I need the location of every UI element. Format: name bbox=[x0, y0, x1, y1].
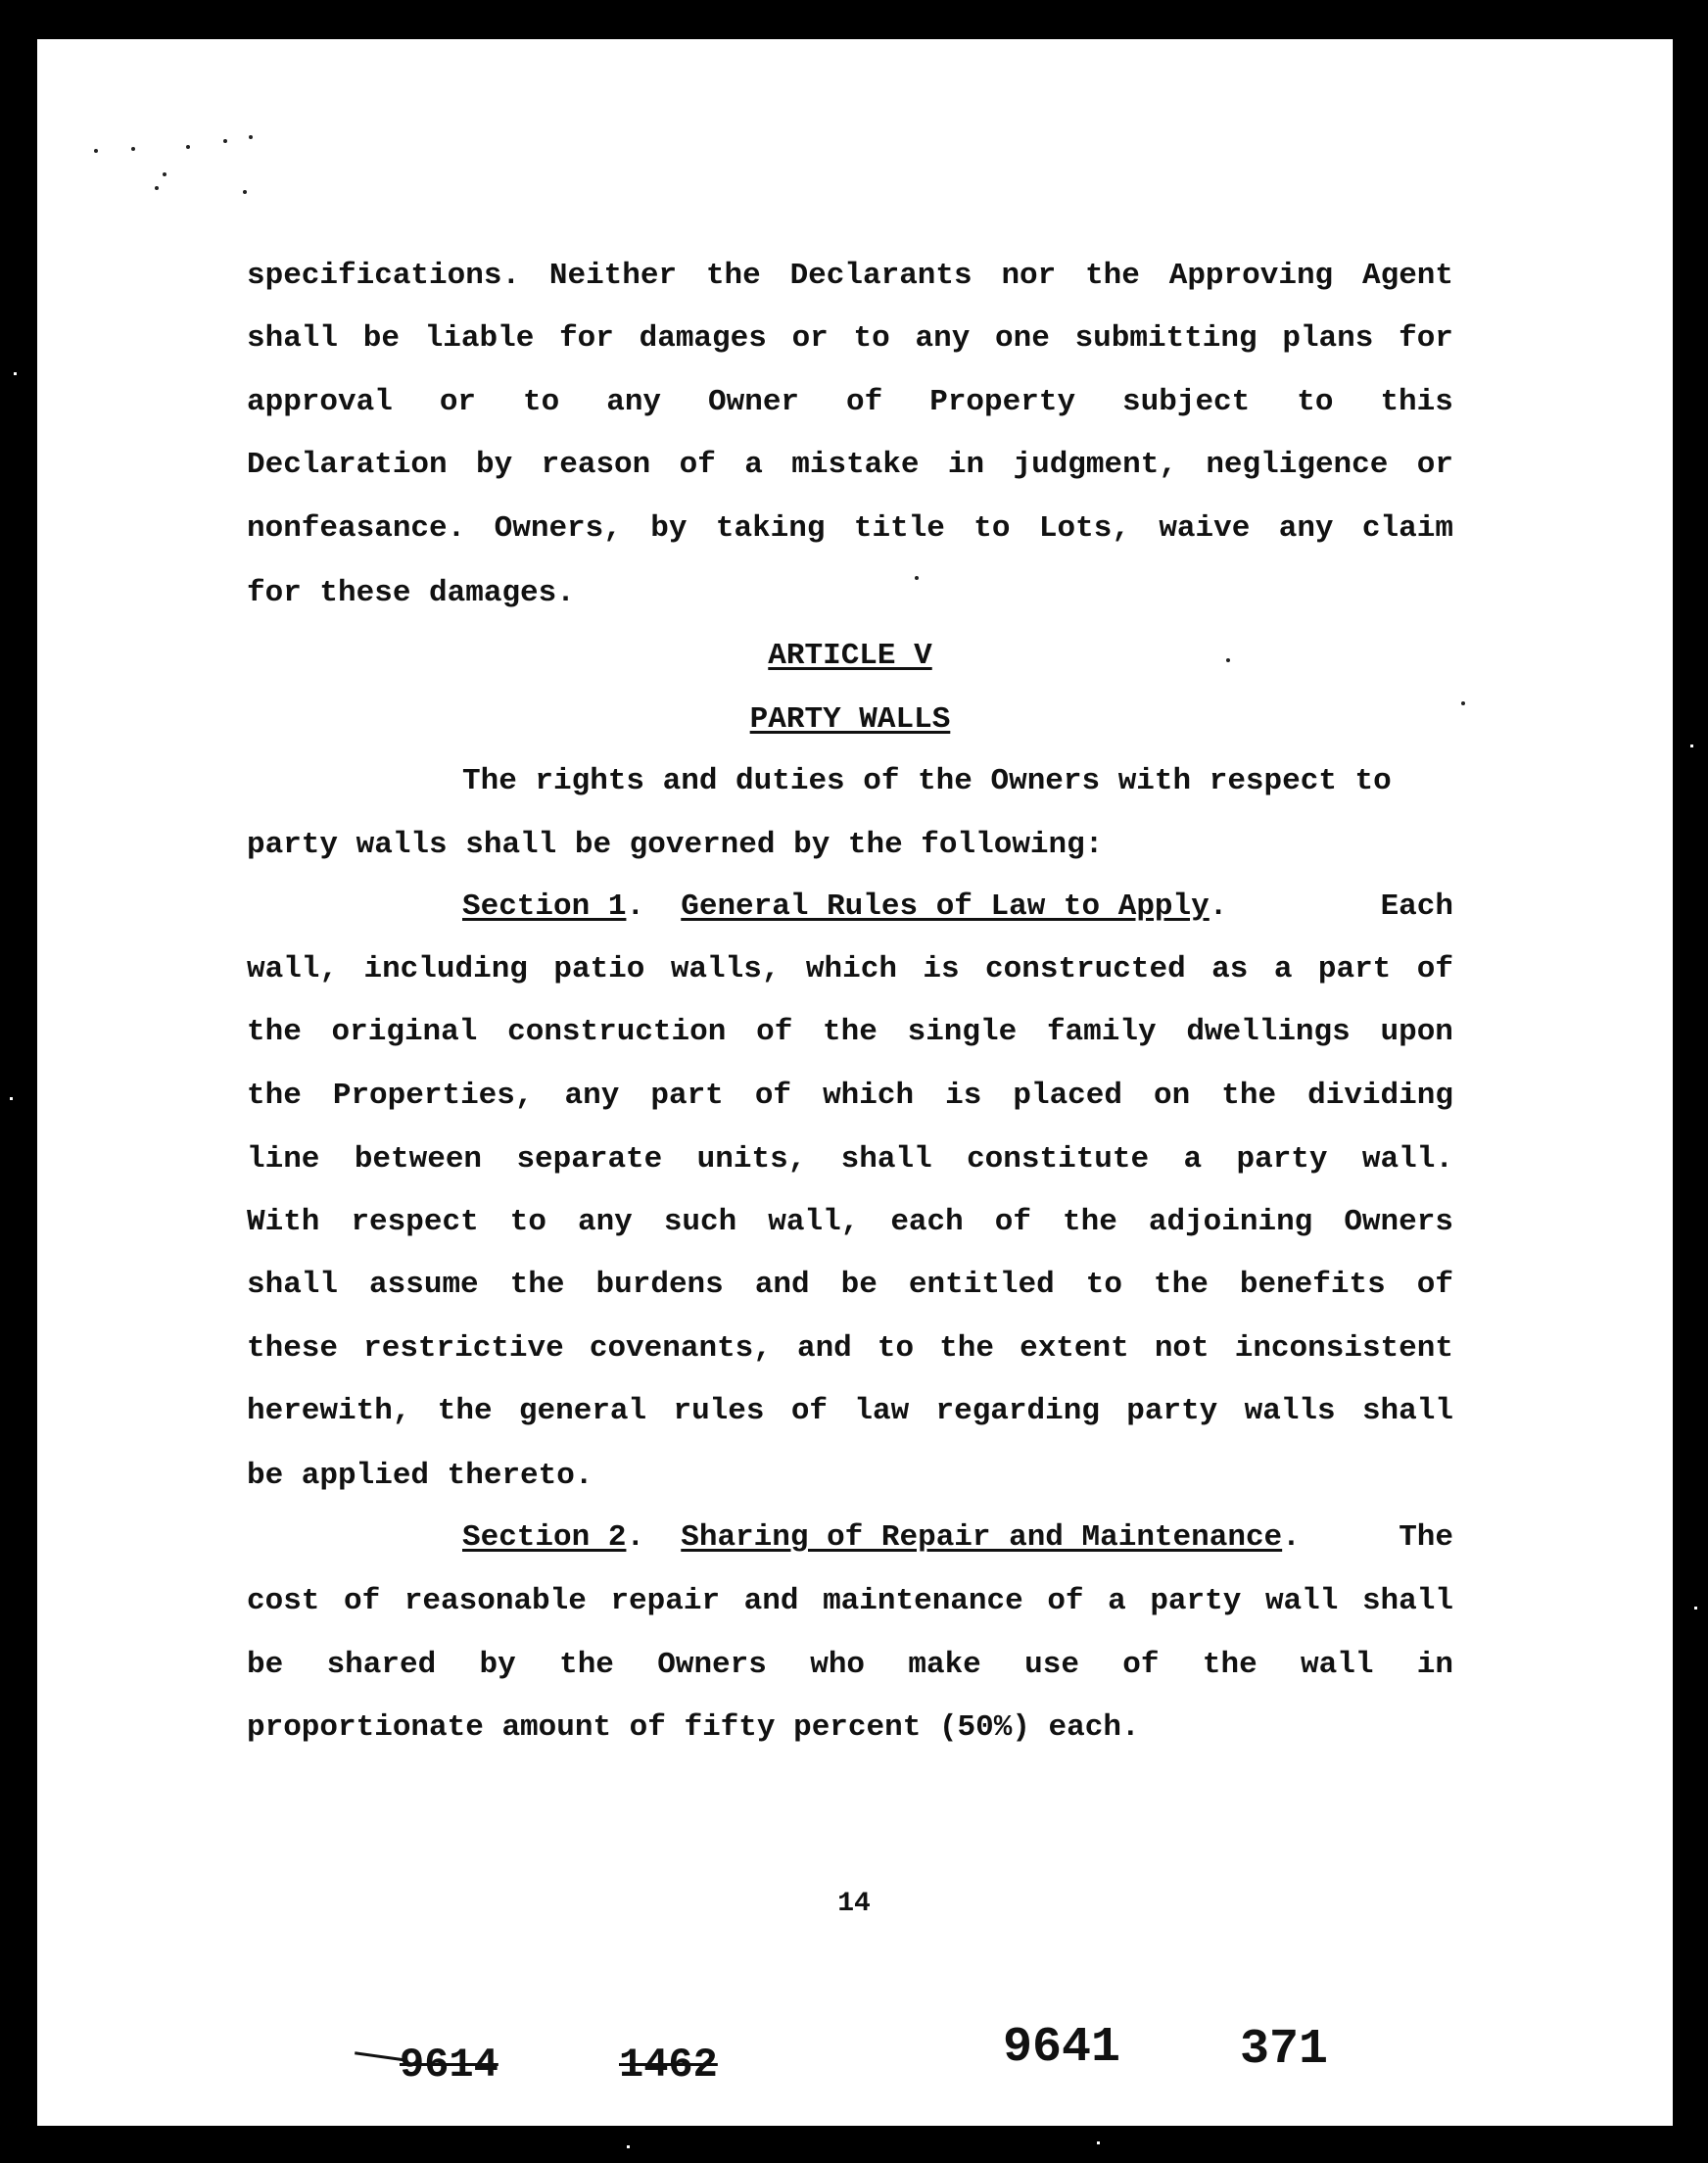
word: dwellings bbox=[1186, 1015, 1351, 1049]
punctuation: . bbox=[626, 889, 682, 924]
word: be bbox=[840, 1268, 878, 1302]
word: party bbox=[1236, 1142, 1328, 1177]
section-2-last-line bbox=[247, 1708, 1453, 1748]
word: approval bbox=[247, 385, 393, 419]
word: for bbox=[559, 321, 614, 356]
paragraph-line bbox=[247, 446, 1453, 485]
scan-edge-speck bbox=[10, 1097, 13, 1100]
word: title bbox=[853, 511, 945, 546]
word: extent bbox=[1020, 1331, 1129, 1366]
word: walls bbox=[1244, 1394, 1336, 1428]
word: the bbox=[823, 1015, 878, 1049]
old-book-number: 9614 bbox=[400, 2042, 498, 2089]
section-2-first-word: The bbox=[1399, 1520, 1453, 1555]
word: the bbox=[1085, 259, 1140, 293]
word: nonfeasance. bbox=[247, 511, 466, 546]
scan-speck bbox=[155, 186, 159, 190]
word: original bbox=[331, 1015, 478, 1049]
section-1-line bbox=[247, 1329, 1453, 1369]
scan-edge-speck bbox=[627, 2145, 630, 2148]
word: single bbox=[907, 1015, 1018, 1049]
scan-speck bbox=[186, 145, 190, 149]
word: between bbox=[354, 1142, 483, 1177]
word: repair bbox=[610, 1584, 721, 1618]
word: of bbox=[790, 1394, 829, 1428]
word: to bbox=[523, 385, 560, 419]
scan-speck bbox=[94, 149, 98, 153]
word: adjoining bbox=[1148, 1205, 1313, 1239]
word: to bbox=[877, 1331, 915, 1366]
section-1-line bbox=[247, 950, 1453, 989]
word: shall bbox=[840, 1142, 932, 1177]
word: in bbox=[947, 448, 985, 482]
word: Lots, bbox=[1038, 511, 1130, 546]
intro-line bbox=[247, 762, 1453, 801]
word: reasonable bbox=[403, 1584, 587, 1618]
word: restrictive bbox=[363, 1331, 564, 1366]
word: damages bbox=[639, 321, 767, 356]
word: not bbox=[1154, 1331, 1210, 1366]
word: or bbox=[439, 385, 477, 419]
word: liable bbox=[424, 321, 535, 356]
word: wall. bbox=[1361, 1142, 1453, 1177]
word: negligence bbox=[1206, 448, 1389, 482]
section-2-heading-line bbox=[247, 1518, 1453, 1558]
word: the bbox=[559, 1648, 614, 1682]
word: waive bbox=[1159, 511, 1251, 546]
word: of bbox=[1416, 1268, 1453, 1302]
word: burdens bbox=[595, 1268, 724, 1302]
word: construction bbox=[507, 1015, 727, 1049]
word: and bbox=[743, 1584, 799, 1618]
word: of bbox=[994, 1205, 1031, 1239]
word: walls, bbox=[670, 952, 781, 986]
word: wall, bbox=[768, 1205, 860, 1239]
word: this bbox=[1380, 385, 1453, 419]
word: shall bbox=[1361, 1584, 1453, 1618]
word: including bbox=[363, 952, 528, 986]
word: each bbox=[890, 1205, 964, 1239]
word: Declarants bbox=[789, 259, 973, 293]
word: of bbox=[344, 1584, 381, 1618]
word: the bbox=[1202, 1648, 1257, 1682]
section-1-line bbox=[247, 1392, 1453, 1431]
word: assume bbox=[369, 1268, 479, 1302]
section-2-line bbox=[247, 1582, 1453, 1621]
word: of bbox=[754, 1079, 792, 1113]
word: Approving bbox=[1168, 259, 1334, 293]
word: herewith, bbox=[247, 1394, 411, 1428]
word: Owner bbox=[708, 385, 800, 419]
section-1-line bbox=[247, 1266, 1453, 1305]
section-2-label: Section 2 bbox=[462, 1520, 627, 1555]
page-book-number: 371 bbox=[1240, 2022, 1329, 2078]
word: and bbox=[796, 1331, 852, 1366]
word: of bbox=[679, 448, 716, 482]
paragraph-line bbox=[247, 257, 1453, 296]
word: placed bbox=[1013, 1079, 1122, 1113]
word: nor bbox=[1001, 259, 1057, 293]
word: by bbox=[476, 448, 513, 482]
section-1-line bbox=[247, 1203, 1453, 1242]
punctuation: . bbox=[1209, 889, 1228, 924]
word: on bbox=[1154, 1079, 1191, 1113]
article-heading: ARTICLE V bbox=[768, 639, 932, 673]
section-1-text: be applied thereto. bbox=[247, 1459, 593, 1493]
word: for bbox=[1399, 321, 1453, 356]
scan-edge-speck bbox=[1690, 745, 1693, 747]
word: or bbox=[1416, 448, 1453, 482]
word: to bbox=[853, 321, 890, 356]
scan-speck bbox=[163, 172, 166, 176]
word: reason bbox=[541, 448, 651, 482]
word: any bbox=[915, 321, 971, 356]
word: shared bbox=[326, 1648, 437, 1682]
section-1-heading-line bbox=[247, 888, 1453, 927]
word: to bbox=[1297, 385, 1334, 419]
word: the bbox=[509, 1268, 565, 1302]
word: law bbox=[854, 1394, 910, 1428]
word: inconsistent bbox=[1234, 1331, 1453, 1366]
word: part bbox=[650, 1079, 724, 1113]
punctuation: . bbox=[1282, 1520, 1301, 1555]
word: shall bbox=[247, 1268, 339, 1302]
word: the bbox=[437, 1394, 493, 1428]
word: regarding bbox=[935, 1394, 1100, 1428]
word: judgment, bbox=[1013, 448, 1177, 482]
word: by bbox=[479, 1648, 516, 1682]
word: a bbox=[1273, 952, 1293, 986]
word: Owners, bbox=[494, 511, 622, 546]
word: to bbox=[509, 1205, 546, 1239]
scan-edge-speck bbox=[1694, 1607, 1697, 1610]
word: units, bbox=[696, 1142, 807, 1177]
scan-speck bbox=[131, 147, 135, 151]
word: party bbox=[1150, 1584, 1242, 1618]
scan-edge-speck bbox=[14, 372, 17, 375]
word: Agent bbox=[1361, 259, 1453, 293]
word: cost bbox=[247, 1584, 320, 1618]
word: any bbox=[564, 1079, 620, 1113]
word: a bbox=[1108, 1584, 1126, 1618]
article-heading-line bbox=[247, 637, 1453, 676]
intro-line bbox=[247, 826, 1453, 865]
word: the bbox=[1063, 1205, 1117, 1239]
word: family bbox=[1046, 1015, 1157, 1049]
intro-text: party walls shall be governed by the following: bbox=[247, 828, 1104, 862]
word: in bbox=[1416, 1648, 1453, 1682]
word: benefits bbox=[1239, 1268, 1386, 1302]
scan-edge-speck bbox=[1097, 2141, 1100, 2144]
word: by bbox=[650, 511, 688, 546]
scan-speck bbox=[249, 135, 253, 139]
word: to bbox=[1085, 1268, 1122, 1302]
article-title: PARTY WALLS bbox=[749, 702, 951, 737]
word: rules bbox=[673, 1394, 765, 1428]
section-1-last-line bbox=[247, 1457, 1453, 1496]
word: wall bbox=[1264, 1584, 1339, 1618]
intro-text: The rights and duties of the Owners with respect to bbox=[462, 764, 1392, 798]
word: Owners bbox=[657, 1648, 767, 1682]
word: Neither bbox=[548, 259, 678, 293]
word: party bbox=[1126, 1394, 1218, 1428]
section-2-title: Sharing of Repair and Maintenance bbox=[681, 1520, 1283, 1555]
word: of bbox=[1416, 952, 1453, 986]
paragraph-line bbox=[247, 509, 1453, 549]
word: covenants, bbox=[589, 1331, 772, 1366]
book-number: 9641 bbox=[1003, 2020, 1121, 2076]
word: wall, bbox=[247, 952, 339, 986]
paragraph-line bbox=[247, 319, 1453, 359]
word: part bbox=[1317, 952, 1392, 986]
word: With bbox=[247, 1205, 320, 1239]
article-title-line bbox=[247, 700, 1453, 740]
word: is bbox=[923, 952, 960, 986]
word: Owners bbox=[1344, 1205, 1453, 1239]
section-2-text: proportionate amount of fifty percent (50%) each. bbox=[247, 1710, 1140, 1745]
word: be bbox=[362, 321, 400, 356]
word: who bbox=[810, 1648, 866, 1682]
word: Property bbox=[929, 385, 1076, 419]
word: the bbox=[247, 1079, 302, 1113]
word: entitled bbox=[908, 1268, 1055, 1302]
word: Properties, bbox=[332, 1079, 534, 1113]
word: the bbox=[705, 259, 761, 293]
section-1-first-word: Each bbox=[1380, 889, 1453, 924]
word: to bbox=[973, 511, 1011, 546]
word: of bbox=[846, 385, 883, 419]
scan-speck bbox=[1461, 701, 1465, 705]
old-page-number: 1462 bbox=[619, 2042, 718, 2089]
paragraph-last-line bbox=[247, 574, 1453, 613]
section-2-line bbox=[247, 1646, 1453, 1685]
word: is bbox=[945, 1079, 982, 1113]
section-1-line bbox=[247, 1140, 1453, 1179]
word: the bbox=[247, 1015, 302, 1049]
word: the bbox=[1221, 1079, 1277, 1113]
word: shall bbox=[247, 321, 339, 356]
word: any bbox=[606, 385, 662, 419]
paragraph-text: for these damages. bbox=[247, 576, 575, 610]
word: claim bbox=[1361, 511, 1453, 546]
word: subject bbox=[1122, 385, 1251, 419]
word: such bbox=[663, 1205, 737, 1239]
word: any bbox=[1278, 511, 1334, 546]
word: a bbox=[744, 448, 763, 482]
word: general bbox=[518, 1394, 647, 1428]
word: of bbox=[756, 1015, 793, 1049]
section-1-line bbox=[247, 1013, 1453, 1052]
word: line bbox=[247, 1142, 320, 1177]
word: or bbox=[791, 321, 829, 356]
word: upon bbox=[1380, 1015, 1453, 1049]
word: Declaration bbox=[247, 448, 448, 482]
word: constitute bbox=[967, 1142, 1150, 1177]
word: respect bbox=[351, 1205, 479, 1239]
scan-speck bbox=[243, 190, 247, 194]
word: submitting bbox=[1074, 321, 1257, 356]
word: specifications. bbox=[247, 259, 521, 293]
paragraph-line bbox=[247, 383, 1453, 422]
word: be bbox=[247, 1648, 284, 1682]
page-number: 14 bbox=[837, 1889, 871, 1919]
section-1-line bbox=[247, 1077, 1453, 1116]
word: which bbox=[805, 952, 897, 986]
word: constructed bbox=[985, 952, 1186, 986]
punctuation: . bbox=[626, 1520, 682, 1555]
word: as bbox=[1211, 952, 1249, 986]
word: use bbox=[1024, 1648, 1079, 1682]
word: taking bbox=[715, 511, 826, 546]
scan-speck bbox=[223, 139, 227, 143]
word: mistake bbox=[791, 448, 920, 482]
word: any bbox=[577, 1205, 633, 1239]
section-1-title: General Rules of Law to Apply bbox=[681, 889, 1210, 924]
word: shall bbox=[1361, 1394, 1453, 1428]
word: dividing bbox=[1307, 1079, 1453, 1113]
word: which bbox=[823, 1079, 915, 1113]
word: the bbox=[939, 1331, 994, 1366]
word: of bbox=[1047, 1584, 1084, 1618]
section-1-label: Section 1 bbox=[462, 889, 627, 924]
word: make bbox=[908, 1648, 981, 1682]
word: these bbox=[247, 1331, 339, 1366]
word: of bbox=[1122, 1648, 1160, 1682]
word: maintenance bbox=[823, 1584, 1023, 1618]
word: and bbox=[754, 1268, 810, 1302]
word: plans bbox=[1282, 321, 1374, 356]
word: wall bbox=[1301, 1648, 1374, 1682]
word: the bbox=[1154, 1268, 1209, 1302]
word: separate bbox=[516, 1142, 663, 1177]
word: patio bbox=[553, 952, 645, 986]
word: a bbox=[1183, 1142, 1203, 1177]
word: one bbox=[995, 321, 1050, 356]
